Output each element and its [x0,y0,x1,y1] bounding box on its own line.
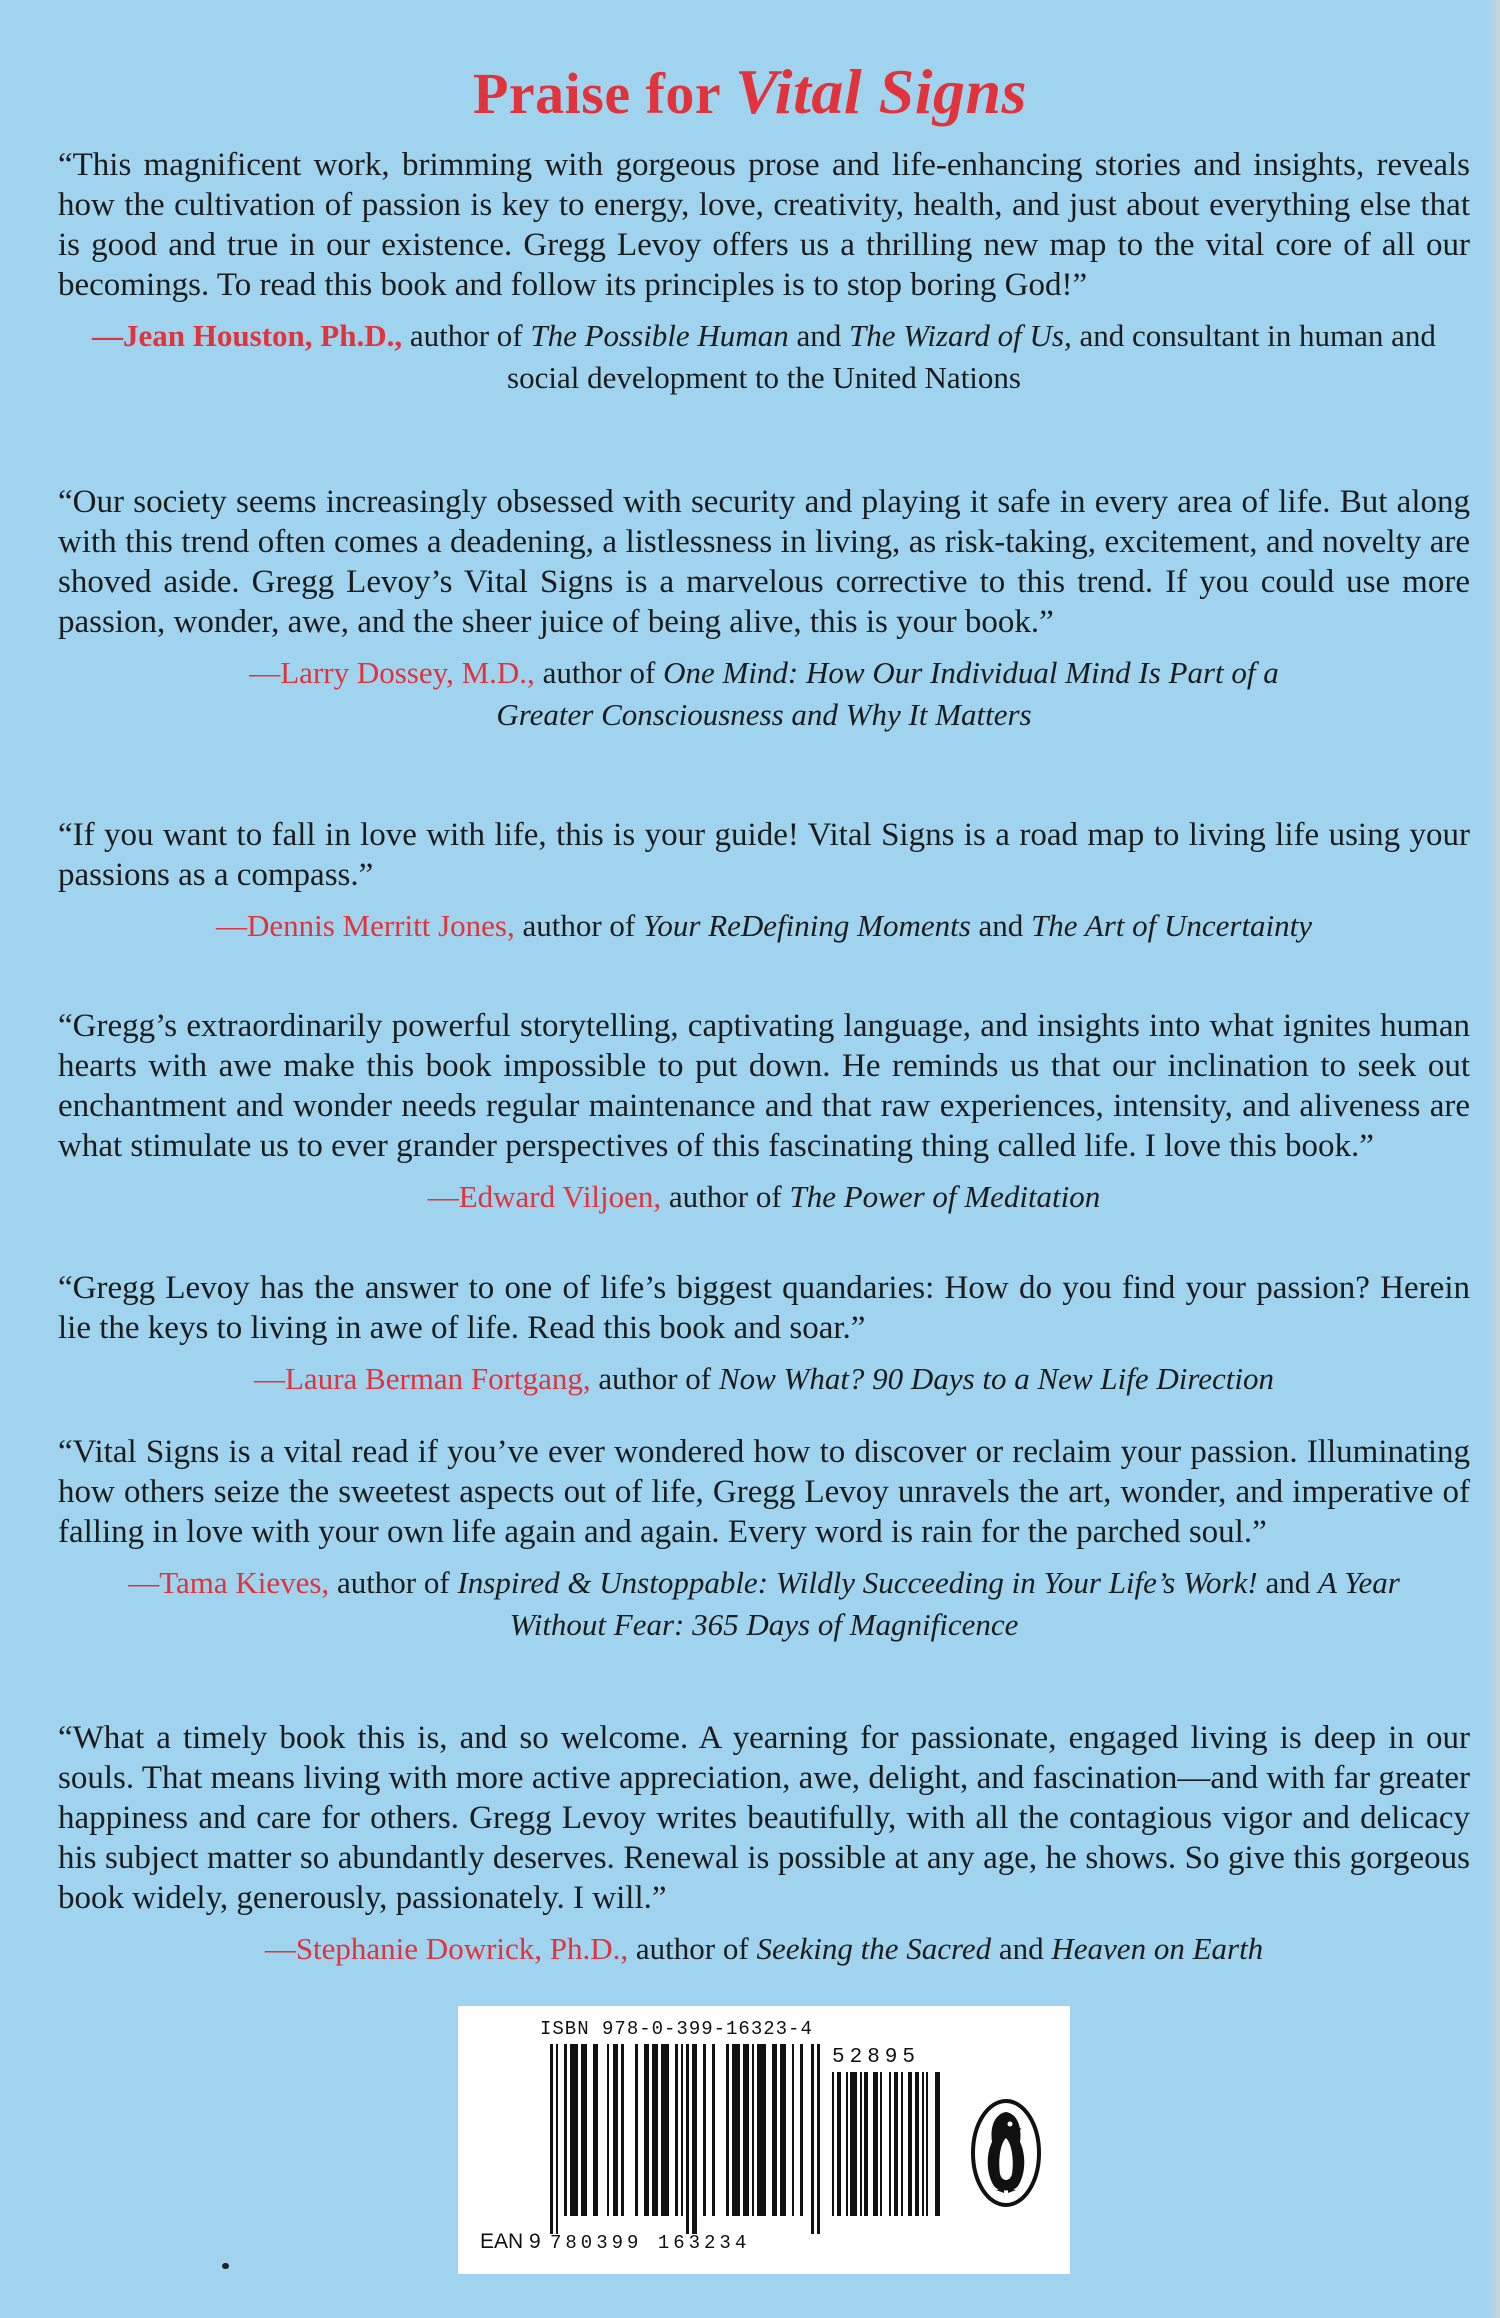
barcode-bar [935,2072,939,2216]
blurb-tama-kieves [58,1432,1470,1646]
barcode-bar [581,2044,586,2216]
blurb-laura-berman-fortgang [58,1268,1470,1400]
barcode-bar [652,2044,657,2216]
barcode-bar [864,2072,868,2216]
blurb-jean-houston [58,145,1470,399]
barcode-bar [757,2044,765,2216]
barcode-bar [692,2044,697,2234]
barcode-bar [661,2044,669,2216]
blurb-attribution: —Stephanie Dowrick, Ph.D., author of Seeking the Sacred and Heaven on Earth [264,1931,1264,1966]
barcode-bar [832,2072,834,2216]
barcode-bar [613,2044,618,2216]
blurb-quote: “Gregg Levoy has the answer to one of life’s biggest quandaries: How do you find your passion? Herein lie the keys to living in awe of life. Read this book and soar.” [58,1270,1470,1346]
barcode-bar [817,2044,820,2234]
barcode-bar [792,2044,795,2216]
barcode-bar [635,2044,638,2216]
barcode-bar [926,2072,928,2216]
price-code: 52895 [832,2046,921,2069]
barcode-bar [593,2044,598,2216]
barcode-bar [675,2044,678,2216]
barcode-bar [894,2072,898,2216]
ean-label: EAN 9 [480,2230,541,2253]
barcode-bar [703,2044,706,2216]
barcode-bar [811,2044,814,2234]
blurb-attribution: —Edward Viljoen, author of The Power of Meditation [427,1179,1101,1214]
barcode-bar [607,2044,610,2216]
barcode-bar [732,2044,740,2216]
barcode-bar [644,2044,649,2216]
barcode-bar [621,2044,624,2216]
barcode-bar [800,2044,803,2216]
barcode-bar [556,2044,559,2234]
barcode-bar [908,2072,912,2216]
barcode-bar [880,2072,882,2216]
addon-barcode [832,2072,940,2234]
blurb-edward-viljoen [58,1006,1470,1218]
barcode-bar [686,2044,689,2234]
barcode-bar [726,2044,729,2216]
barcode-bar [873,2072,877,2216]
barcode-bar [780,2044,785,2216]
barcode-bar [564,2044,567,2216]
blurb-quote: “Our society seems increasingly obsessed with security and playing it safe in every area of life. But along with this trend often comes a deadening, a listlessness in living, as risk-taking, excitement, and novelty are shoved aside. Gregg Levoy’s Vital Signs is a marvelous corrective to this trend. If you could use more passion, wonder, awe, and the sheer juice of being alive, this is your book.” [58,484,1470,640]
print-speck [222,2263,229,2269]
blurb-quote: “Vital Signs is a vital read if you’ve ever wondered how to discover or reclaim your passion. Illuminating how others seize the sweetest aspects out of life, Gregg Levoy unravels the art, wonder, and imperative of falling in love with your own life again and again. Every word is rain for the parched soul.” [58,1434,1470,1550]
blurb-quote: “If you want to fall in love with life, this is your guide! Vital Signs is a road map to living life using your passions as a compass.” [58,817,1470,893]
barcode-bar [681,2044,684,2216]
barcode-bar [922,2072,924,2216]
barcode-bar [850,2072,857,2216]
barcode-bar [712,2044,715,2216]
penguin-logo-icon [970,2098,1042,2208]
barcode-bar [752,2044,755,2216]
barcode-bar [901,2072,903,2216]
blurb-attribution: —Dennis Merritt Jones, author of Your ReDefining Moments and The Art of Uncertainty [215,908,1313,943]
blurb-larry-dossey [58,482,1470,736]
barcode-bar [915,2072,919,2216]
barcode-bar [846,2072,848,2216]
blurb-dennis-merritt-jones [58,815,1470,947]
barcode-bar [772,2044,777,2216]
blurb-attribution: —Larry Dossey, M.D., author of One Mind: How Our Individual Mind Is Part of a Greater Consciousness and Why It Matters [249,655,1279,732]
blurb-quote: “This magnificent work, brimming with gorgeous prose and life-enhancing stories and insights, reveals how the cultivation of passion is key to energy, love, creativity, health, and just about everything else that is good and true in our existence. Gregg Levoy offers us a thrilling new map to the vital core of all our becomings. To read this book and follow its principles is to stop boring God!” [58,147,1470,303]
blurb-attribution: —Tama Kieves, author of Inspired & Unstoppable: Wildly Succeeding in Your Life’s Work! and A Year Without Fear: 365 Days of Magnificence [128,1565,1400,1642]
praise-heading: Praise for Vital Signs [473,56,1027,127]
isbn-number: ISBN 978-0-399-16323-4 [540,2018,813,2040]
ean-barcode [550,2044,820,2234]
cover-edge [1486,0,1500,2318]
barcode-bar [837,2072,841,2216]
barcode-bar [550,2044,553,2234]
barcode-bar [889,2072,891,2216]
ean-digits: 780399 163234 [550,2232,751,2254]
blurb-attribution: —Laura Berman Fortgang, author of Now What? 90 Days to a New Life Direction [254,1361,1274,1396]
blurb-attribution: —Jean Houston, Ph.D., author of The Possible Human and The Wizard of Us, and consultant in human and social development to the United Nations [92,318,1436,395]
blurb-stephanie-dowrick [58,1718,1470,1970]
barcode-bar [570,2044,578,2216]
barcode-bar [860,2072,862,2216]
blurb-quote: “What a timely book this is, and so welcome. A yearning for passionate, engaged living is deep in our souls. That means living with more active appreciation, awe, delight, and fascination—and with far greater happiness and care for others. Gregg Levoy writes beautifully, with all the contagious vigor and delicacy his subject matter so abundantly deserves. Renewal is possible at any age, he shows. So give this gorgeous book widely, generously, passionately. I will.” [58,1720,1470,1916]
blurb-quote: “Gregg’s extraordinarily powerful storytelling, captivating language, and insights into what ignites human hearts with awe make this book impossible to put down. He reminds us that our inclination to seek out enchantment and wonder needs regular maintenance and that raw experiences, intensity, and aliveness are what stimulate us to ever grander perspectives of this fascinating thing called life. I love this book.” [58,1008,1470,1164]
barcode-panel [458,2006,1070,2274]
barcode-bar [743,2044,748,2216]
